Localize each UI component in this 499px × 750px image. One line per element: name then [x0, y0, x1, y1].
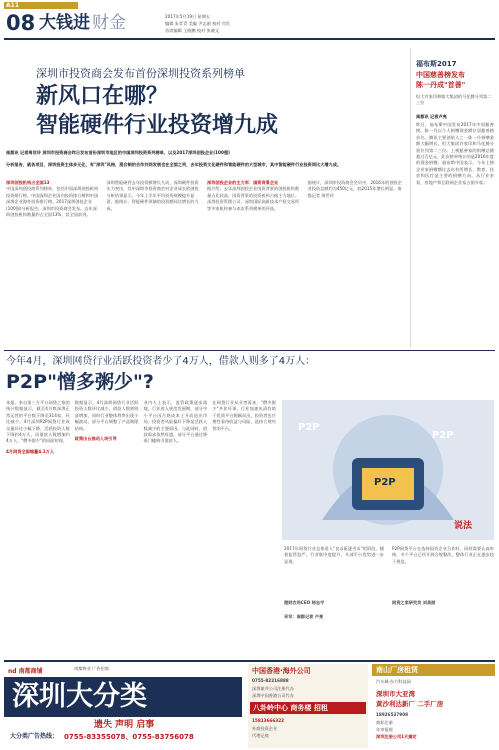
masthead-rule [4, 38, 495, 40]
p2p-article [0, 350, 499, 658]
p2p-pullquote-author: 理财农场CEO 杨志宇 [284, 600, 325, 605]
main-ad [4, 664, 242, 748]
p2p-body-2: 数据显示，4月深圳网贷行业活跃投资人数环比减少，借款人数则明显增加，同时行业整体利率出现小幅波动，部分平台调整了产品期限结构。 [74, 400, 139, 431]
lead-byline: 南都讯 记者周世玲 深圳市投资商会昨日发布首份深圳市地区的中国深圳投资系列榜单，以及2017深圳创投企业(100强) [6, 150, 230, 155]
lead-headline-2: 智能硬件行业投资增九成 [36, 113, 279, 138]
p2p-body-1: 本报，来自第三方平台网贷之家的统计数据显示，截至4月底深圳正常运营的平台数下降至314家，环比减少，4月深圳P2P网贷行业成交量环比小幅下降。活跃投资人数下降约4万人，而借款人数增加约4万人，"僧多粥少"的局面初现。 [6, 400, 70, 444]
mid-ad-title-1: 中国香港·海外公司 [252, 667, 311, 675]
ad-brand-logo: nd 南都商铺 [8, 668, 43, 675]
p2p-column-3 [144, 400, 208, 650]
p2p-illustration [282, 400, 494, 540]
p2p-column-4 [212, 400, 276, 650]
p2p-body-4: 在网贷行业从业者看来，"僧多粥少"并非坏事，行业加速出清有助于优质平台脱颖而出，投资者也应理性看待收益与风险，选择合规经营的平台。 [212, 400, 276, 431]
mid-ad-title-2: 八卦岭中心 商务楼 招租 [253, 704, 328, 712]
p2p-kicker: 今年4月，深圳网贷行业活跃投资者少了4万人，借款人则多了4万人： [6, 356, 316, 367]
lead-column-3 [207, 180, 302, 340]
section-subtitle: 财金 [92, 13, 126, 33]
side-article [410, 48, 497, 348]
page-number: 08 [6, 11, 36, 35]
mid-ad-small-4: 代理记账 [252, 733, 269, 738]
lead-body-1: 中国深圳创投商系列榜单，包括中国深圳创投机构投资排行榜，中国深圳企业国内投资排行榜和中国深圳企业海外投资排行榜。2017深圳创投企业(100强)分析报告，深圳市投资商会发布。去年深圳创投机构数量约占全国13%，居全国前列。 [6, 186, 99, 218]
mid-ad-phone-2[interactable]: 15813666322 [252, 718, 285, 723]
ad-hotline[interactable]: 0755-83355078、0755-83756078 [64, 733, 194, 741]
mid-ad-phone-1[interactable]: 0755-82216888 [252, 678, 289, 683]
illustration-label-1: P2P [298, 422, 320, 433]
ad-brand-sub: 南都物业 广告招商 [74, 666, 109, 671]
right-ad-sub-1: 汽车城·东方科技园 [376, 679, 411, 684]
mid-ad [248, 664, 368, 748]
p2p-subhead-2: 政策出台推动入场引导 [74, 436, 117, 442]
side-byline: 南都讯 记者卢亮 [416, 114, 447, 119]
p2p-pullquote: 2017年网贷行业总体进入"良币驱逐劣币"的阶段，随着监管趋严，行业集中度提升，头部平台优势进一步显现。 [284, 546, 384, 564]
lead-column-4 [308, 180, 403, 340]
lead-body-columns [6, 180, 402, 340]
right-ad-title-3: 黄沙利达新厂 二手厂房 [376, 700, 444, 708]
ad-hotline-label: 大分类广告热线： [10, 733, 59, 740]
ad-main-title: 深圳大分类 [12, 681, 147, 712]
editor-line: 编辑 朱青青 美编 尹志刚 校对 肖红 [165, 21, 231, 26]
right-ad-small-3: 深圳注册公司1天搞定 [376, 734, 417, 739]
lead-body-3: 据介绍，去年深圳创投企业国资背景的创投机构数量占比较高，国资背景的投资机构占据主力地位。深圳投资管理公司、深圳国际高新技术产权交易所等多家机构参与本次系列榜单的评选。 [207, 186, 300, 211]
right-ad [372, 664, 495, 748]
lead-body-2: 深圳智能硬件去年投资额增长九成，深圳硬件投资实力突出，其中深圳市投资商会对企业成长的创投分析结果显示，今年上半年平均投资规模提升显著，据统计，智能硬件领域的投资额同比增长约九成。 [106, 180, 199, 211]
p2p-kicker-bar [4, 350, 495, 351]
p2p-credit: 采写：南都记者 卢亮 [284, 614, 324, 619]
lead-body-4: 据统计，深圳市投资商会会员中，2016年的创投企业投资总额约为450亿元，较2015年增长明显。南都记者 周世玲 [307, 180, 402, 198]
side-body: 昨日，福布斯中国发布2017年中国慈善榜，陈一丹以个人捐赠现金额位居慈善榜首位。腾讯主要创始人之一陈一丹捐赠金额大幅增长，恒大集团许家印和马化腾分别位列第二三位。上榜慈善家的捐赠总额超过百亿元。此次榜单统计的是2016年度的现金捐赠。福布斯中国表示，今年上榜企业家捐赠额比去年有所增长，教育、扶贫和医疗是主要的捐赠方向。从行业来看，房地产和互联网企业家占据多席。 [416, 122, 494, 185]
lead-column-2 [107, 180, 202, 340]
side-kicker: 福布斯2017 [416, 60, 457, 68]
lead-headline-1: 新风口在哪？ [36, 84, 169, 109]
right-ad-title-1: 南山厂房租赁 [376, 666, 418, 674]
side-deck: 恒大许家印和缩大集团的马化腾分列第二三位 [416, 94, 492, 106]
mid-ad-small-2: 深圳中国香港公司代办 [252, 693, 294, 698]
side-title-2: 陈一丹成"首善" [416, 81, 466, 89]
date-line: 2017年5月19日 星期五 [165, 14, 211, 19]
p2p-column-1 [6, 400, 70, 650]
lead-subhead-2: 深圳创投企业的主力军：国资背景企业 [207, 180, 279, 185]
lead-article [0, 48, 408, 348]
p2p-body-columns [6, 400, 276, 650]
p2p-caption: P2P网贷平台在选择国资企业合作时，同样需要认真审核，多个平台已经开展合规整改，整体行业正在逐步趋于规范。 [392, 546, 494, 564]
p2p-headline: P2P"憎多粥少"? [6, 371, 154, 393]
p2p-column-2 [75, 400, 139, 650]
illustration-label-3: P2P [374, 477, 396, 488]
right-ad-small-2: 年审报税 [376, 727, 393, 732]
page-tag: A11 [6, 2, 19, 9]
right-ad-phone[interactable]: 18926527908 [376, 712, 409, 717]
lead-column-1 [6, 180, 101, 340]
section-title: 大钱进 [39, 13, 90, 33]
editor-line-2: 首席编辑 王晓鹏 校对 张晓文 [165, 28, 220, 33]
p2p-body-3: 业内人士表示，监管政策逐步落地，行业进入规范发展期，部分中小平台因合规成本上升而退出市场，投资者风险偏好下降是活跃人数减少的主要原因。与此同时，借款需求依然旺盛，部分平台通过降低门槛吸引借款人。 [143, 400, 208, 444]
masthead [0, 0, 499, 46]
ad-main-subtitle: 遗失 声明 启事 [94, 720, 155, 730]
lead-deck: 分析报告，就各项目，深圳投资主体多元化，有"深圳"风格，混合制的合作共同发展也在全面之列，去年投资文化硬件和智能硬件的大型城市，其中智能硬件行业投资同比大增九成。 [6, 162, 342, 167]
illustration-label-4: 说法 [454, 521, 473, 531]
lead-kicker: 深圳市投资商会发布首份深圳投资系列榜单 [36, 67, 245, 80]
lead-subhead-1: 深圳创投机构占全国13 [6, 180, 50, 185]
p2p-caption-author: 网贷之家研究员 刘美丽 [392, 600, 436, 605]
mid-ad-small-1: 深圳兼并公司注册代办 [252, 686, 294, 691]
illustration-label-2: P2P [432, 430, 454, 441]
side-title-1: 中国慈善榜发布 [416, 71, 465, 79]
mid-ad-small-3: 外商投资企业 [252, 726, 278, 731]
right-ad-small-1: 商标注册 [376, 720, 393, 725]
ads-section [4, 660, 495, 750]
p2p-subhead-1: 4月网贷全国缩量4.1万人 [6, 448, 55, 454]
right-ad-title-2: 深圳市大亚湾 [376, 690, 415, 698]
